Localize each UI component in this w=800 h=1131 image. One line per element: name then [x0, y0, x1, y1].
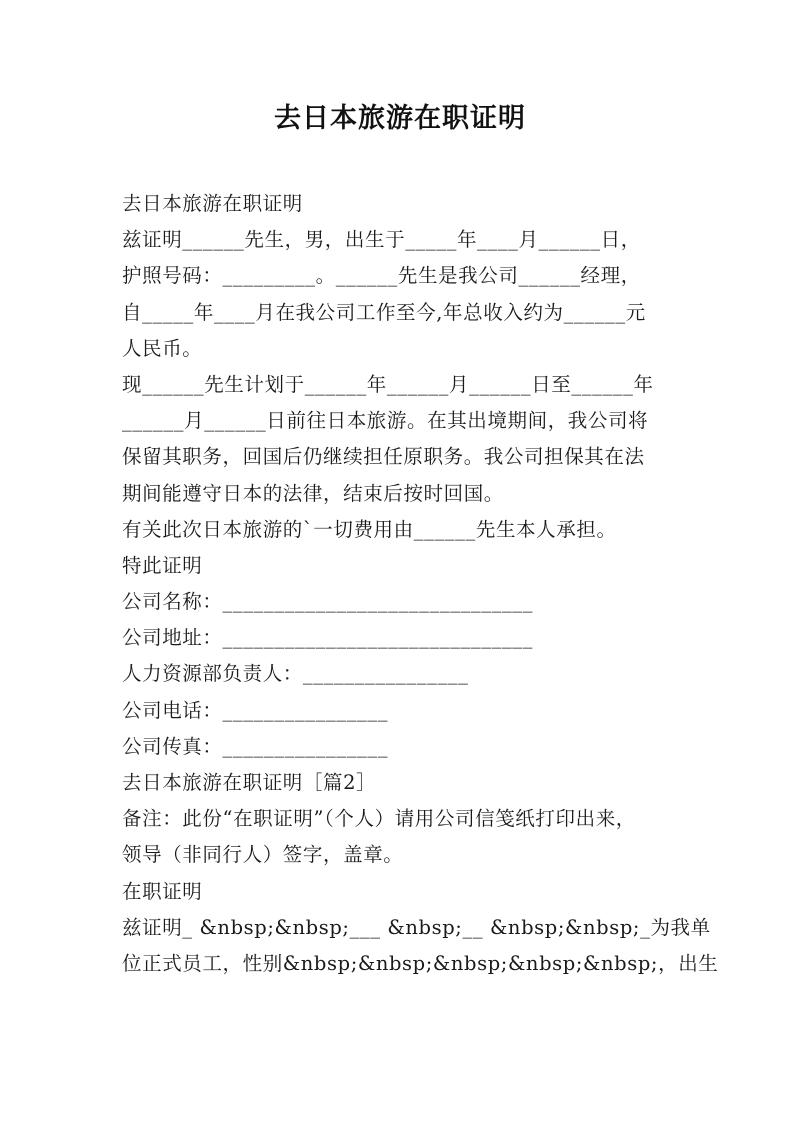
paragraph-line: 人力资源部负责人：________________ — [122, 662, 469, 686]
paragraph-line: 自_____年____月在我公司工作至今,年总收入约为______元 — [122, 300, 646, 324]
paragraph-line: ______月______日前往日本旅游。在其出境期间，我公司将 — [122, 409, 649, 433]
paragraph-line: 兹证明_ &nbsp;&nbsp;___ &nbsp;__ &nbsp;&nbsp;_为我单 — [122, 915, 711, 939]
paragraph-line: 期间能遵守日本的法律，结束后按时回国。 — [122, 481, 504, 505]
paragraph-line: 领导（非同行人）签字，盖章。 — [122, 843, 404, 867]
paragraph-line: 公司名称：______________________________ — [122, 590, 533, 614]
paragraph-line: 公司地址：______________________________ — [122, 626, 533, 650]
paragraph-line: 兹证明______先生，男，出生于_____年____月______日， — [122, 228, 641, 252]
paragraph-line: 位正式员工，性别&nbsp;&nbsp;&nbsp;&nbsp;&nbsp;，出生 — [122, 951, 719, 975]
paragraph-line: 有关此次日本旅游的`一切费用由______先生本人承担。 — [122, 517, 617, 541]
paragraph-line: 保留其职务，回国后仍继续担任原职务。我公司担保其在法 — [122, 445, 645, 469]
paragraph-line: 备注：此份“在职证明”（个人）请用公司信笺纸打印出来， — [122, 807, 636, 831]
paragraph-line: 去日本旅游在职证明 — [122, 192, 303, 215]
paragraph-line: 特此证明 — [122, 553, 203, 577]
paragraph-line: 人民币。 — [122, 336, 203, 360]
paragraph-line: 公司传真：________________ — [122, 734, 389, 758]
document-body — [122, 186, 719, 982]
paragraph-line: 现______先生计划于______年______月______日至______年 — [122, 372, 654, 396]
paragraph-line: 护照号码：_________。______先生是我公司______经理， — [122, 264, 641, 288]
paragraph-line: 去日本旅游在职证明［篇2］ — [122, 771, 377, 794]
paragraph-line: 在职证明 — [122, 879, 203, 903]
page-title: 去日本旅游在职证明 — [274, 103, 526, 134]
paragraph-line: 公司电话：________________ — [122, 698, 389, 722]
